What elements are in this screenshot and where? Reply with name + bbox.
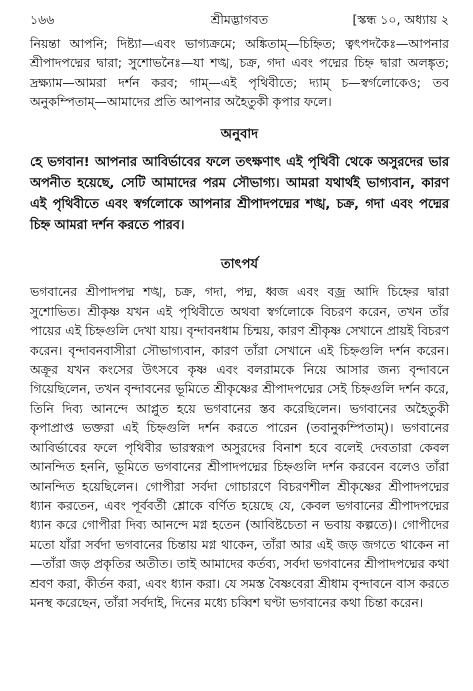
purport-heading: তাৎপর্য: [220, 257, 259, 273]
translation-heading: অনুবাদ: [220, 126, 259, 142]
purport-text: ভগবানের শ্রীপাদপদ্ম শঙ্খ, চক্র, গদা, পদ্ম, ধ্বজ এবং বজ্র আদি চিহ্নের দ্বারা সুশোভিত। শ্রীকৃষ্ণ যখন এই পৃথিবীতে অথবা স্বর্গলোকে বিচরণ করেন, তখন তাঁর পায়ের এই চিহ্নগুলি দেখা যায়। বৃন্দাবনধাম চিন্ময়, কারণ শ্রীকৃষ্ণ সেখানে প্রায়ই বিচরণ করেন। বৃন্দাবনবাসীরা সৌভাগ্যবান, কারণ তাঁরা সেখানে এই চিহ্নগুলি দর্শন করেন। অক্রূর যখন কংসের উৎসবে কৃষ্ণ এবং বলরামকে নিয়ে আসার জন্য বৃন্দাবনে গিয়েছিলেন, তখন বৃন্দাবনের ভূমিতে শ্রীকৃষ্ণের শ্রীপাদপদ্মের সেই চিহ্নগুলি দর্শন করে, তিনি দিব্য আনন্দে আপ্লুত হয়ে ভগবানের স্তব করেছিলেন। ভগবানের অহৈতুকী কৃপাপ্রাপ্ত ভক্তরা এই চিহ্নগুলি দর্শন করতে পারেন (তবানুকম্পিতাম্)। ভগবানের আবির্ভাবের ফলে পৃথিবীর ভারস্বরূপ অসুরদের বিনাশ হবে বলেই দেবতারা কেবল আনন্দিত হননি, ভূমিতে ভগবানের শ্রীপাদপদ্মের চিহ্নগুলি দর্শন করবেন বলেও তাঁরা আনন্দিত হয়েছিলেন। গোপীরা সর্বদা গোচারণে বিচরণশীল শ্রীকৃষ্ণের শ্রীপাদপদ্মের ধ্যান করতেন, এবং পূর্ববর্তী শ্লোকে বর্ণিত হয়েছে যে, কেবল ভগবানের শ্রীপাদপদ্মের ধ্যান করে গোপীরা দিব্য আনন্দে মগ্ন হতেন (আবিষ্টচেতা ন ভবায় কল্পতে)। গোপীদের মতো যাঁরা সর্বদা ভগবানের চিন্তায় মগ্ন থাকেন, তাঁরা আর এই জড় জগতে থাকেন না—তাঁরা জড় প্রকৃতির অতীত। তাই আমাদের কর্তব্য, সর্বদা ভগবানের শ্রীপাদপদ্মের কথা শ্রবণ করা, কীর্তন করা, এবং ধ্যান করা। যে সমস্ত বৈষ্ণবেরা শ্রীধাম বৃন্দাবনে বাস করতে মনস্থ করেছেন, তাঁরা সর্বদাই, দিনের মধ্যে চব্বিশ ঘণ্টা ভগবানের কথা চিন্তা করেন।: [30, 284, 449, 610]
chapter-reference: [স্কন্ধ ১০, অধ্যায় ২: [352, 12, 449, 27]
page-header: [30, 0, 449, 30]
translation-text: হে ভগবান! আপনার আবির্ভাবের ফলে তৎক্ষণাৎ এই পৃথিবী থেকে অসুরদের ভার অপনীত হয়েছে, সেটি আমাদের পরম সৌভাগ্য। আমরা যথার্থই ভাগ্যবান, কারণ এই পৃথিবীতে এবং স্বর্গলোকে আপনার শ্রীপাদপদ্মের শঙ্খ, চক্র, গদা এবং পদ্মের চিহ্ন আমরা দর্শন করতে পারব।: [30, 154, 449, 234]
page-number: ১৬৬: [30, 12, 55, 27]
running-title: শ্রীমদ্ভাগবত: [210, 12, 269, 27]
word-meanings: নিয়ন্তা আপনি; দিষ্ট্যা—এবং ভাগ্যক্রমে; অঙ্কিতাম্—চিহ্নিত; ত্বৎপদকৈঃ—আপনার শ্রীপাদপদ্মের দ্বারা; সুশোভনৈঃ—যা শঙ্খ, চক্র, গদা এবং পদ্মের চিহ্ন দ্বারা অলঙ্কৃত; দ্রক্ষ্যাম—আমরা দর্শন করব; গাম্—এই পৃথিবীতে; দ্যাম্ চ—স্বর্গলোকেও; তব অনুকম্পিতাম্—আমাদের প্রতি আপনার অহৈতুকী কৃপার ফলে।: [30, 36, 449, 110]
